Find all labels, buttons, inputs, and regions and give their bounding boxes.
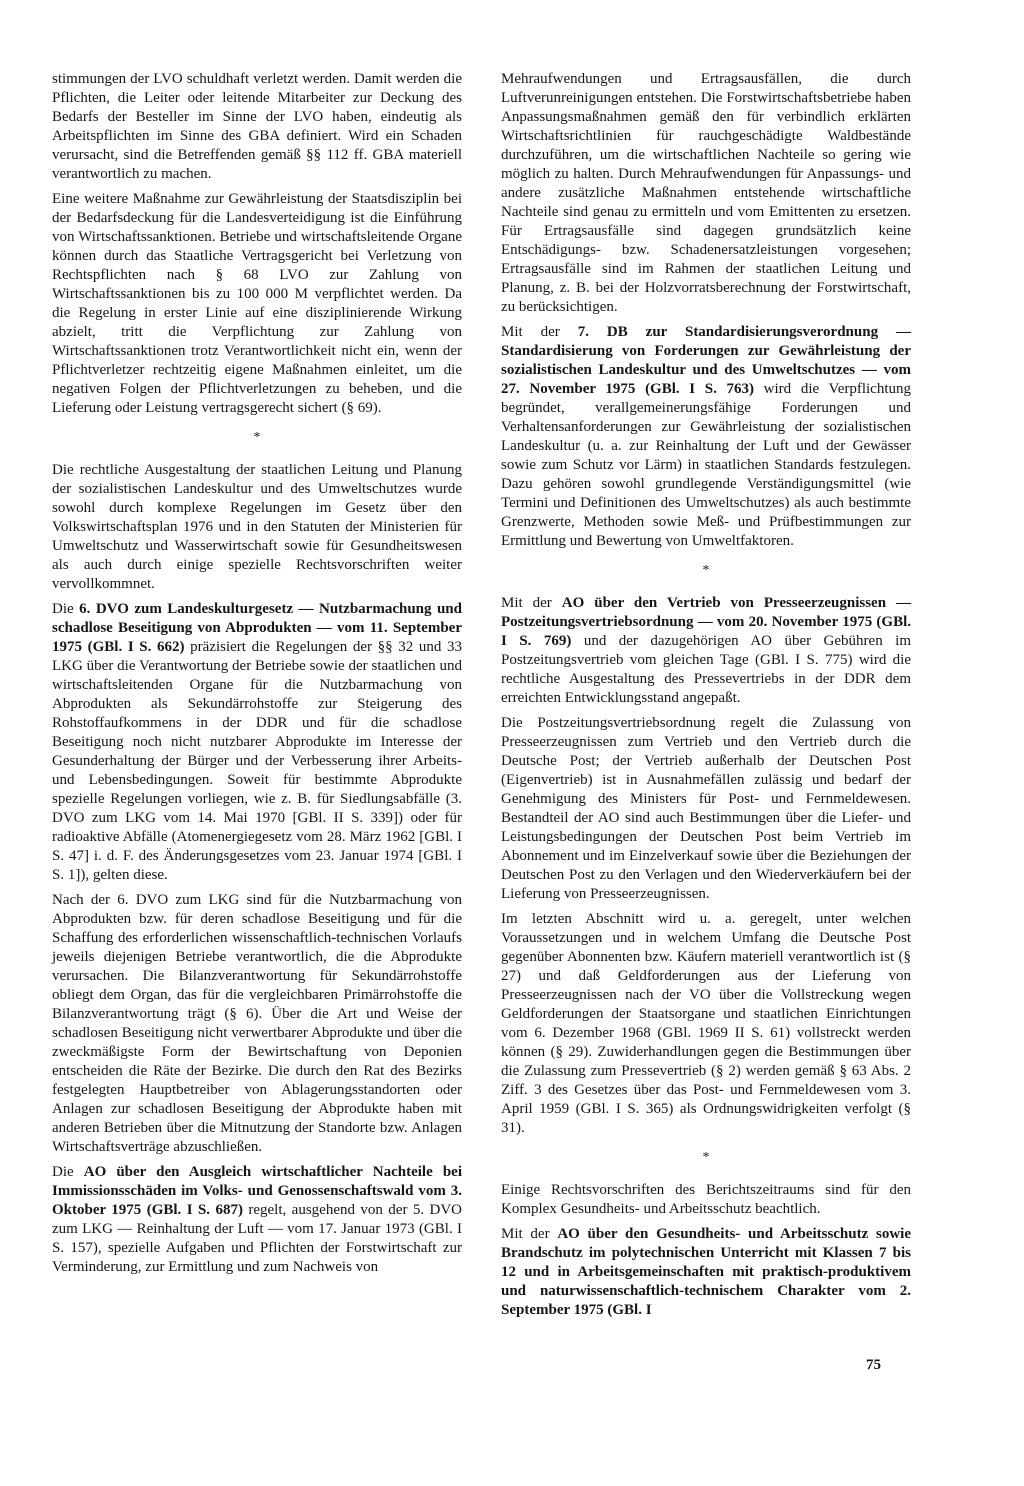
bold-citation: 6. DVO zum Landeskulturgesetz — Nutzbarmachung und schadlose Beseitigung von Abprodukten — vom 11. September 1975 (GBl. I S. 662) bbox=[52, 601, 462, 655]
paragraph bbox=[501, 323, 911, 551]
section-separator: * bbox=[702, 563, 710, 578]
paragraph bbox=[52, 600, 462, 885]
paragraph-text: Die bbox=[52, 601, 80, 617]
paragraph-text: Im letzten Abschnitt wird u. a. geregelt, unter welchen Voraussetzungen und in welchem Umfang die Deutsche Post gegenüber Abonnenten bzw. Käufern materiell verantwortlich ist (§ 27) und daß Geldforderungen aus der Lieferung von Presseerzeugnissen nach der VO über die Vollstreckung wegen Geldforderungen der Staatsorgane und staatlichen Einrichtungen vom 6. Dezember 1968 (GBl. 1969 II S. 61) vollstreckt werden können (§ 29). Zuwiderhandlungen gegen die Bestimmungen über die Zulassung zum Pressevertrieb (§ 2) werden gemäß § 63 Abs. 2 Ziff. 3 des Gesetzes über das Post- und Fernmeldewesen vom 3. April 1959 (GBl. I S. 365) als Ordnungswidrigkeiten verfolgt (§ 31). bbox=[501, 911, 911, 1136]
paragraph-text: Eine weitere Maßnahme zur Gewährleistung der Staatsdisziplin bei der Bedarfsdeckung für die Landesverteidigung ist die Einführung von Wirtschaftssanktionen. Betriebe und wirtschaftsleitende Organe können durch das Staatliche Vertragsgericht bei Verletzung von Rechtspflichten nach § 68 LVO zur Zahlung von Wirtschaftssanktionen bis zu 100 000 M verpflichtet werden. Da die Regelung in erster Linie auf eine disziplinierende Wirkung abzielt, tritt die Verpflichtung zur Zahlung von Wirtschaftssanktionen trotz Verantwortlichkeit nicht ein, wenn der Pflichtverletzer rechtzeitig eigene Maßnahmen einleitet, um die negativen Folgen der Pflichtverletzungen zu beheben, und die Lieferung oder Leistung vertragsgerecht sichert (§ 69). bbox=[52, 191, 462, 416]
paragraph bbox=[501, 1225, 911, 1320]
paragraph bbox=[501, 714, 911, 904]
paragraph-text: Die Postzeitungsvertriebsordnung regelt die Zulassung von Presseerzeugnissen zum Vertrieb und den Vertrieb durch die Deutsche Post; der Vertrieb außerhalb der Deutschen Post (Eigenvertrieb) ist in Ausnahmefällen zulässig und bedarf der Genehmigung des Ministers für Post- und Fernmeldewesen. Bestandteil der AO sind auch Bestimmungen über die Liefer- und Leistungsbedingungen der Deutschen Post beim Vertrieb im Abonnement und im Einzelverkauf sowie über die Beziehungen der Deutschen Post zu den Verlagen und den Wiederverkäufern bei der Lieferung von Presseerzeugnissen. bbox=[501, 715, 911, 902]
paragraph bbox=[52, 891, 462, 1157]
bold-citation: AO über den Gesundheits- und Arbeitsschutz sowie Brandschutz im polytechnischen Unterricht mit Klassen 7 bis 12 und in Arbeitsgemeinschaften mit praktisch-produktivem und naturwissenschaftlich-technischem Charakter vom 2. September 1975 (GBl. I bbox=[501, 1226, 912, 1318]
paragraph-text: Die bbox=[52, 1164, 84, 1180]
paragraph-text: regelt, ausgehend von der 5. DVO zum LKG — Reinhaltung der Luft — vom 17. Januar 1973 (GBl. I S. 157), spezielle Aufgaben und Pflichten der Forstwirtschaft zur Verminderung, zur Ermittlung und zum Nachweis von bbox=[52, 1202, 463, 1275]
paragraph bbox=[501, 910, 911, 1138]
bold-citation: AO über den Ausgleich wirtschaftlicher Nachteile bei Immissionsschäden im Volks- und Genossenschaftswald vom 3. Oktober 1975 (GBl. I S. 687) bbox=[52, 1164, 462, 1218]
paragraph-text: Mehraufwendungen und Ertragsausfällen, die durch Luftverunreinigungen entstehen. Die Forstwirtschaftsbetriebe haben Anpassungsmaßnahmen gemäß den für verbindlich erklärten Wirtschaftsrichtlinien für rauchgeschädigte Waldbestände durchzuführen, um die wirtschaftlichen Nachteile so gering wie möglich zu halten. Durch Mehraufwendungen für Anpassungs- und andere zusätzliche Maßnahmen entstehende wirtschaftliche Nachteile sind genau zu ermitteln und vom Emittenten zu ersetzen. Für Ertragsausfälle sind dagegen grundsätzlich keine Entschädigungs- bzw. Schadenersatzleistungen vorgesehen; Ertragsausfälle sind im Rahmen der staatlichen Leitung und Planung, z. B. bei der Holzvorratsberechnung der Forstwirtschaft, zu berücksichtigen. bbox=[501, 71, 911, 315]
paragraph-text: Nach der 6. DVO zum LKG sind für die Nutzbarmachung von Abprodukten bzw. für deren schadlose Beseitigung und für die Schaffung des erforderlichen wissenschaftlich-technischen Vorlaufs jeweils diejenigen Betriebe verantwortlich, die die Abprodukte verursachen. Die Bilanzverantwortung für Sekundärrohstoffe obliegt dem Organ, das für die vergleichbaren Primärrohstoffe die Bilanzverantwortung trägt (§ 6). Über die Art und Weise der schadlosen Beseitigung nicht verwertbarer Abprodukte und über die zweckmäßigste Form der Bewirtschaftung von Deponien entscheiden die Räte der Bezirke. Die durch den Rat des Bezirks festgelegten Hauptbetreiber von Ablagerungsstandorten oder Anlagen zur schadlosen Beseitigung der Abprodukte haben mit anderen Betrieben über die Mitnutzung der Standorte bzw. Anlagen Wirtschaftsverträge abzuschließen. bbox=[52, 892, 462, 1155]
paragraph bbox=[52, 461, 462, 594]
paragraph-text: Einige Rechtsvorschriften des Berichtszeitraums sind für den Komplex Gesundheits- und Arbeitsschutz beachtlich. bbox=[501, 1182, 911, 1217]
bold-citation: 7. DB zur Standardisierungsverordnung — Standardisierung von Forderungen zur Gewährleistung der sozialistischen Landeskultur und des Umweltschutzes — vom 27. November 1975 (GBl. I S. 763) bbox=[501, 324, 912, 397]
bold-citation: AO über den Vertrieb von Presseerzeugnissen — Postzeitungsvertriebsordnung — vom 20. November 1975 (GBl. I S. 769) bbox=[501, 595, 911, 649]
paragraph-text: Die rechtliche Ausgestaltung der staatlichen Leitung und Planung der sozialistischen Landeskultur und des Umweltschutzes wurde sowohl durch komplexe Regelungen im Gesetz über den Volkswirtschaftsplan 1976 und in den Statuten der Ministerien für Umweltschutz und Wasserwirtschaft sowie für Gesundheitswesen als auch durch einige spezielle Rechtsvorschriften weiter vervollkommnet. bbox=[52, 462, 462, 592]
paragraph bbox=[501, 594, 911, 708]
paragraph-text: Mit der bbox=[501, 324, 578, 340]
paragraph bbox=[501, 1181, 911, 1219]
section-separator: * bbox=[702, 1150, 710, 1165]
paragraph bbox=[52, 70, 462, 184]
paragraph-text: Mit der bbox=[501, 595, 562, 611]
left-text-column bbox=[52, 70, 462, 1283]
paragraph-text: Mit der bbox=[501, 1226, 558, 1242]
paragraph bbox=[501, 70, 911, 317]
paragraph bbox=[52, 1163, 462, 1277]
paragraph bbox=[52, 190, 462, 418]
paragraph-text: wird die Verpflichtung begründet, verallgemeinerungsfähige Forderungen und Verhaltensanforderungen zur Gewährleistung der sozialistischen Landeskultur (u. a. zur Reinhaltung der Luft und der Gewässer sowie zum Schutz vor Lärm) in staatlichen Standards festzulegen. Dazu gehören sowohl grundlegende Verständigungsmittel (wie Termini und Definitionen des Umweltschutzes) als auch bestimmte Grenzwerte, Methoden sowie Meß- und Prüfbestimmungen zur Ermittlung und Bewertung von Umweltfaktoren. bbox=[501, 381, 912, 549]
paragraph-text: präzisiert die Regelungen der §§ 32 und 33 LKG über die Verantwortung der Betriebe sowie der staatlichen und wirtschaftsleitenden Organe für die Nutzbarmachung von Abprodukten als Sekundärrohstoffe zur Steigerung des Rohstoffaufkommens in der DDR und für die schadlose Beseitigung noch nicht nutzbarer Abprodukte im Interesse der Gesunderhaltung der Bürger und der Verbesserung ihrer Arbeits- und Lebensbedingungen. Soweit für bestimmte Abprodukte spezielle Regelungen vorliegen, wie z. B. für Siedlungsabfälle (3. DVO zum LKG vom 14. Mai 1970 [GBl. II S. 339]) oder für radioaktive Abfälle (Atomenergiegesetz vom 28. März 1962 [GBl. I S. 47] i. d. F. des Änderungsgesetzes vom 23. Januar 1974 [GBl. I S. 1]), gelten diese. bbox=[52, 639, 462, 883]
paragraph-text: stimmungen der LVO schuldhaft verletzt werden. Damit werden die Pflichten, die Leiter oder leitende Mitarbeiter zur Deckung des Bedarfs der Besteller im Sinne der LVO haben, eindeutig als Arbeitspflichten im Sinne des GBA definiert. Wird ein Schaden verursacht, sind die Betreffenden gemäß §§ 112 ff. GBA materiell verantwortlich zu machen. bbox=[52, 71, 462, 182]
right-text-column bbox=[501, 70, 911, 1326]
section-separator: * bbox=[253, 430, 261, 445]
paragraph-text: und der dazugehörigen AO über Gebühren im Postzeitungsvertrieb vom gleichen Tage (GBl. I S. 775) wird die rechtliche Ausgestaltung des Pressevertriebs in der DDR dem erreichten Entwicklungsstand angepaßt. bbox=[501, 633, 911, 706]
page-number: 75 bbox=[866, 1357, 881, 1373]
